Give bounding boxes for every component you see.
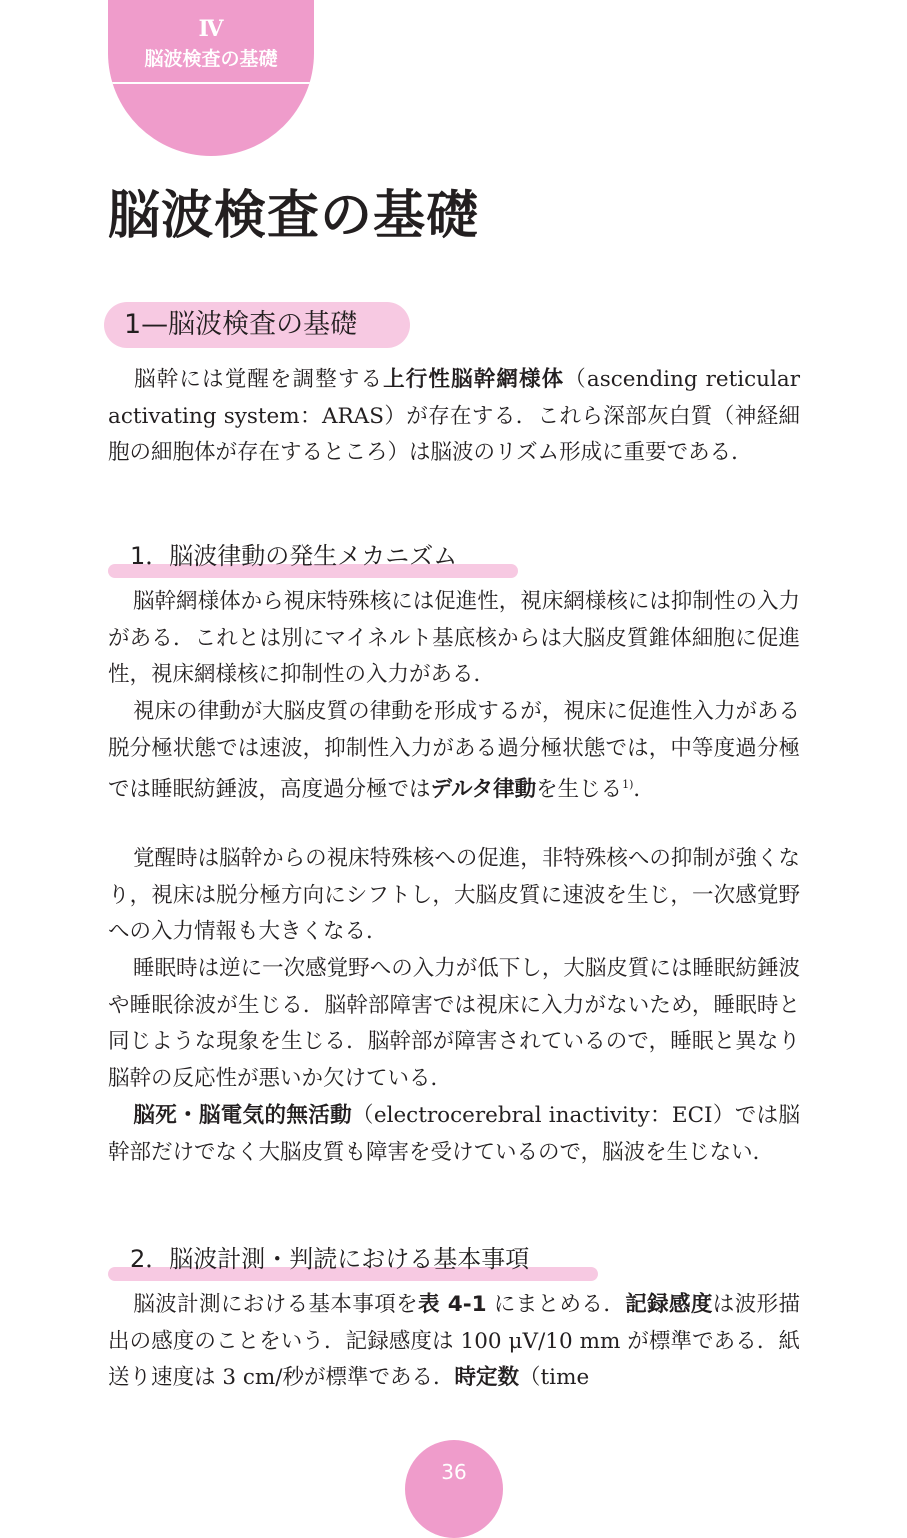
mechanism-paragraph-3 (108, 841, 800, 951)
term-sensitivity: 記録感度 (625, 1292, 713, 1317)
text-run: 脳波計測における基本事項を (133, 1292, 418, 1317)
term-aras: 上行性脳幹網様体 (383, 367, 565, 392)
subheading-text: 1．脳波律動の発生メカニズム (130, 542, 458, 570)
intro-paragraph (108, 362, 800, 472)
text-run: 睡眠時は逆に一次感覚野への入力が低下し，大脳皮質には睡眠紡錘波や睡眠徐波が生じる．脳幹部障害では視床に入力がないため，睡眠時と同じような現象を生じる．脳幹部が障害されているので，睡眠と異なり脳幹の反応性が悪いか欠けている． (108, 956, 800, 1092)
mechanism-paragraph-5 (108, 1098, 800, 1171)
chapter-divider (108, 82, 314, 84)
page-number: 36 (405, 1440, 503, 1538)
mechanism-paragraph-1 (108, 584, 800, 694)
text-run: 脳幹には覚醒を調整する (133, 367, 384, 392)
chapter-number: Ⅳ (198, 16, 224, 42)
chapter-label: 脳波検査の基礎 (144, 48, 278, 70)
table-reference: 表 4-1 (418, 1292, 487, 1317)
text-run: 覚醒時は脳幹からの視床特殊核への促進，非特殊核への抑制が強くなり，視床は脱分極方向にシフトし，大脳皮質に速波を生じ，一次感覚野への入力情報も大きくなる． (108, 846, 800, 945)
text-run: にまとめる． (486, 1292, 626, 1317)
text-run: 視床の律動が大脳皮質の律動を形成するが，視床に促進性入力がある脱分極状態では速波，抑制性入力がある過分極状態では，中等度過分極では睡眠紡錘波，高度過分極では (108, 699, 800, 803)
section-heading: 1—脳波検査の基礎 (104, 302, 410, 348)
text-run: は波形描出の感度のことをいう．記録感度は 100 μV/10 mm が標準である．紙送り速度は 3 cm/秒が標準である． (108, 1292, 800, 1391)
text-run: 脳幹網様体から視床特殊核には促進性，視床網様核には抑制性の入力がある．これとは別にマイネルト基底核からは大脳皮質錐体細胞に促進性，視床網様核に抑制性の入力がある． (108, 589, 800, 688)
subheading-basics (108, 1243, 529, 1283)
mechanism-paragraph-2 (108, 694, 800, 809)
subheading-mechanism (108, 540, 457, 580)
text-run: （ascending reticular activating system：ARAS）が存在する．これら深部灰白質（神経細胞の細胞体が存在するところ）は脳波のリズム形成に重要である． (108, 367, 800, 466)
text-run: ． (633, 777, 655, 803)
text-run: （time (519, 1365, 590, 1391)
chapter-tab (108, 0, 314, 156)
term-delta-rhythm: デルタ律動 (430, 777, 537, 803)
text-run: （electrocerebral inactivity：ECI）では脳幹部だけでなく大脳皮質も障害を受けているので，脳波を生じない． (108, 1103, 800, 1165)
term-eci: 脳死・脳電気的無活動 (133, 1103, 352, 1128)
reference-mark: 1) (622, 778, 634, 792)
page-title: 脳波検査の基礎 (108, 186, 480, 246)
text-run: を生じる (536, 777, 623, 803)
basics-paragraph-1 (108, 1287, 800, 1397)
mechanism-paragraph-4 (108, 951, 800, 1098)
subheading-text: 2．脳波計測・判読における基本事項 (130, 1245, 530, 1273)
term-time-constant: 時定数 (454, 1365, 520, 1391)
